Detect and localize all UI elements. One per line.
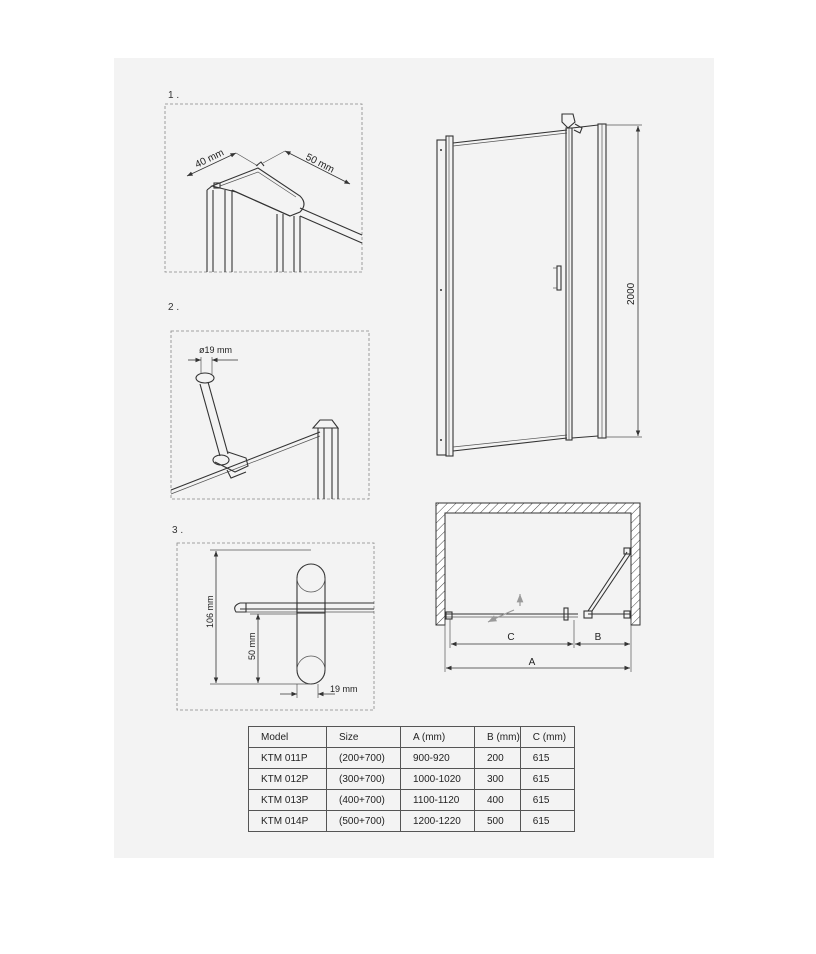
- cell-model: KTM 012P: [249, 769, 327, 790]
- cell-c: 615: [520, 790, 574, 811]
- cell-b: 300: [475, 769, 521, 790]
- cell-c: 615: [520, 748, 574, 769]
- plan-walls: [436, 503, 640, 625]
- detail-1-frame: [165, 104, 362, 272]
- table-header-row: [249, 727, 575, 748]
- dim-a-label: A: [528, 657, 536, 668]
- dim-50mm-label: 50 mm: [247, 632, 257, 660]
- shower-door-elevation: [437, 114, 642, 456]
- door-glass: [453, 130, 567, 451]
- horizontal-bar: [235, 603, 374, 613]
- cell-b: 200: [475, 748, 521, 769]
- detail-2-rod-clamp: [171, 331, 369, 499]
- header-a: A (mm): [401, 727, 475, 748]
- cell-size: (300+700): [327, 769, 401, 790]
- cell-a: 900-920: [401, 748, 475, 769]
- dim-50mm-label: 50 mm: [303, 151, 336, 176]
- table-row: [249, 790, 575, 811]
- center-profile: [562, 114, 582, 440]
- detail-3-rod-section: [177, 543, 374, 710]
- cell-c: 615: [520, 811, 574, 832]
- dim-b-label: B: [594, 632, 602, 643]
- cell-model: KTM 013P: [249, 790, 327, 811]
- cell-model: KTM 014P: [249, 811, 327, 832]
- left-wall-profile: [437, 136, 453, 456]
- dim-19mm-diameter-label: ø19 mm: [199, 345, 233, 355]
- height-dimension-label: 2000: [626, 282, 637, 305]
- top-cap: [207, 162, 304, 216]
- vertical-profile: [313, 420, 338, 499]
- detail-2-frame: [171, 331, 369, 499]
- fixed-panel: [572, 124, 606, 438]
- stabilizer-rod: [300, 208, 362, 243]
- dim-106mm-label: 106 mm: [205, 595, 215, 628]
- cell-a: 1000-1020: [401, 769, 475, 790]
- glass-edge-line: [171, 432, 320, 490]
- table-row: [249, 748, 575, 769]
- wall-profile: [207, 190, 300, 272]
- cell-b: 500: [475, 811, 521, 832]
- cell-size: (200+700): [327, 748, 401, 769]
- cell-b: 400: [475, 790, 521, 811]
- handle-capsule: [297, 564, 325, 684]
- step-1-number: 1 .: [168, 90, 180, 101]
- dim-c-label: C: [507, 632, 515, 643]
- table-row: [249, 811, 575, 832]
- cell-a: 1200-1220: [401, 811, 475, 832]
- cell-a: 1100-1120: [401, 790, 475, 811]
- plan-stabilizer: [588, 552, 627, 611]
- dim-40mm-label: 40 mm: [193, 147, 226, 171]
- header-model: Model: [249, 727, 327, 748]
- cell-model: KTM 011P: [249, 748, 327, 769]
- door-handle: [553, 266, 561, 290]
- plan-view: [436, 503, 640, 672]
- header-c: C (mm): [520, 727, 574, 748]
- detail-1-top-bracket: [165, 104, 362, 272]
- header-b: B (mm): [475, 727, 521, 748]
- step-2-number: 2 .: [168, 302, 180, 313]
- cell-size: (400+700): [327, 790, 401, 811]
- dim-19mm-label: 19 mm: [330, 684, 358, 694]
- cell-size: (500+700): [327, 811, 401, 832]
- model-spec-table: [248, 726, 575, 832]
- table-row: [249, 769, 575, 790]
- step-3-number: 3 .: [172, 525, 184, 536]
- header-size: Size: [327, 727, 401, 748]
- cell-c: 615: [520, 769, 574, 790]
- diagonal-rod: [196, 373, 248, 478]
